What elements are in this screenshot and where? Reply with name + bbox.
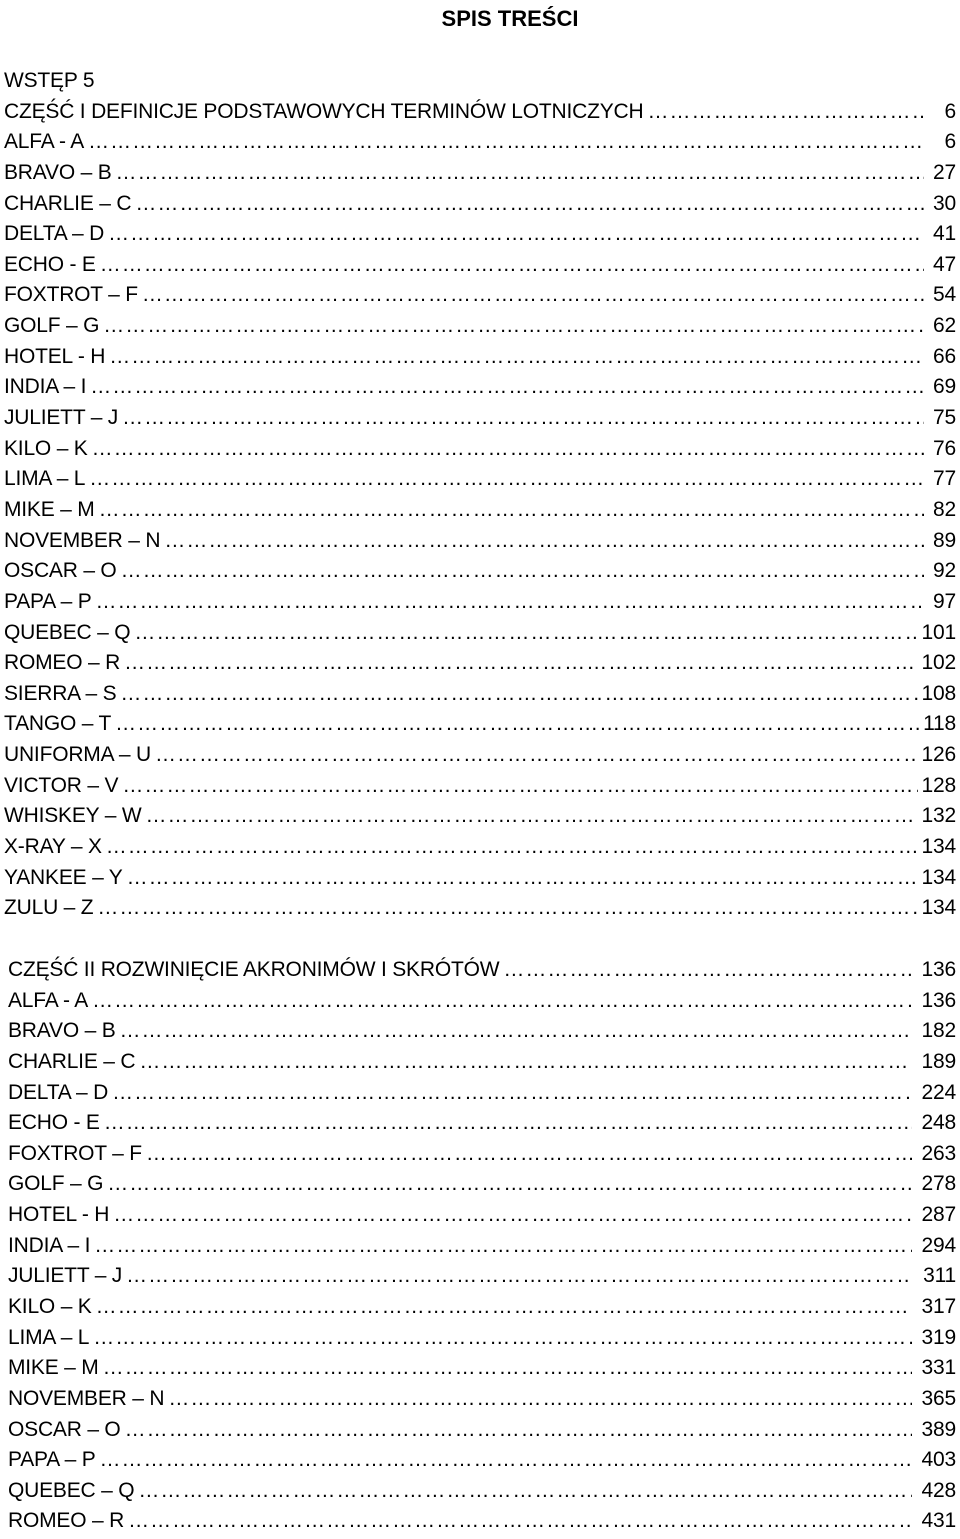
toc-entry[interactable] (4, 342, 958, 373)
leader-dots (92, 986, 912, 1016)
toc-label: JULIETT – J (8, 1264, 123, 1288)
toc-label: WSTĘP 5 (4, 69, 95, 92)
toc-entry[interactable] (4, 158, 958, 189)
toc-label: QUEBEC – Q (8, 1478, 135, 1502)
toc-entry[interactable] (4, 618, 958, 649)
toc-label: SIERRA – S (4, 681, 117, 705)
toc-entry[interactable] (4, 495, 958, 526)
toc-label: BRAVO – B (8, 1019, 116, 1043)
toc-entry[interactable] (4, 740, 958, 771)
toc-entry[interactable] (4, 1078, 958, 1109)
toc-label: TANGO – T (4, 712, 112, 736)
leader-dots (125, 1415, 912, 1445)
toc-entry[interactable] (4, 893, 958, 924)
toc-label: X-RAY – X (4, 835, 102, 859)
toc-page-number: 278 (921, 1172, 956, 1196)
toc-page-number: 62 (933, 314, 956, 338)
toc-label: CHARLIE – C (8, 1049, 136, 1073)
leader-dots (647, 97, 924, 127)
toc-label: ROMEO – R (8, 1509, 125, 1533)
toc-intro[interactable] (4, 66, 958, 97)
toc-page-number: 317 (921, 1294, 956, 1318)
toc-page-number: 331 (921, 1356, 956, 1380)
toc-page-number: 54 (933, 283, 956, 307)
toc-label: NOVEMBER – N (4, 528, 161, 552)
toc-page-number: 403 (921, 1448, 956, 1472)
toc-part1-list (4, 127, 958, 924)
leader-dots (124, 648, 917, 678)
toc-page-number: 69 (933, 375, 956, 399)
toc-page-number: 189 (921, 1049, 956, 1073)
toc-label: GOLF – G (4, 314, 100, 338)
toc-entry[interactable] (4, 801, 958, 832)
toc-label: PAPA – P (4, 589, 92, 613)
toc-entry[interactable] (4, 863, 958, 894)
leader-dots (89, 464, 924, 494)
toc-page-number: 128 (921, 773, 956, 797)
toc-page-number: 294 (921, 1233, 956, 1257)
toc-page-number: 41 (933, 222, 956, 246)
toc-page-number: 77 (933, 467, 956, 491)
leader-dots (99, 495, 924, 525)
leader-dots (109, 342, 924, 372)
toc-label: LIMA – L (4, 467, 86, 491)
toc-label: ECHO - E (8, 1111, 100, 1135)
toc-entry[interactable] (4, 311, 958, 342)
leader-dots (103, 1353, 912, 1383)
toc-label: CZĘŚĆ I DEFINICJE PODSTAWOWYCH TERMINÓW LOTNICZYCH (4, 99, 644, 123)
toc-page-number: 30 (933, 191, 956, 215)
toc-entry[interactable] (4, 1445, 958, 1476)
toc-page-number: 101 (921, 620, 956, 644)
toc-entry[interactable] (4, 556, 958, 587)
toc-label: FOXTROT – F (4, 283, 138, 307)
toc-page-number: 134 (921, 896, 956, 920)
toc-label: INDIA – I (8, 1233, 91, 1257)
toc-entry[interactable] (4, 1384, 958, 1415)
leader-dots (96, 587, 924, 617)
toc-page-number: 75 (933, 406, 956, 430)
toc-entry[interactable] (4, 771, 958, 802)
leader-dots (115, 709, 919, 739)
toc-page-number: 82 (933, 497, 956, 521)
toc-entry[interactable] (4, 1261, 958, 1292)
toc-entry[interactable] (4, 679, 958, 710)
toc-label: YANKEE – Y (4, 865, 123, 889)
toc-entry[interactable] (4, 219, 958, 250)
table-of-contents (4, 66, 958, 1537)
toc-label: LIMA – L (8, 1325, 90, 1349)
toc-entry[interactable] (4, 1200, 958, 1231)
leader-dots (122, 771, 917, 801)
leader-dots (107, 1169, 912, 1199)
toc-entry[interactable] (4, 986, 958, 1017)
leader-dots (139, 1047, 912, 1077)
toc-label: QUEBEC – Q (4, 620, 131, 644)
leader-dots (120, 1016, 912, 1046)
toc-page-number: 118 (923, 712, 956, 736)
leader-dots (104, 1108, 912, 1138)
toc-page-number: 428 (921, 1478, 956, 1502)
toc-entry[interactable] (4, 1476, 958, 1507)
toc-entry[interactable] (4, 280, 958, 311)
toc-page-number: 126 (921, 743, 956, 767)
toc-page-number: 365 (921, 1386, 956, 1410)
toc-label: CHARLIE – C (4, 191, 132, 215)
toc-entry[interactable] (4, 1139, 958, 1170)
toc-page-number: 66 (933, 344, 956, 368)
toc-label: JULIETT – J (4, 406, 119, 430)
toc-label: ZULU – Z (4, 896, 94, 920)
leader-dots (103, 311, 924, 341)
leader-dots (94, 1231, 912, 1261)
toc-entry[interactable] (4, 372, 958, 403)
toc-entry[interactable] (4, 434, 958, 465)
leader-dots (127, 863, 918, 893)
toc-page-number: 76 (933, 436, 956, 460)
toc-page-number: 6 (944, 130, 956, 154)
toc-part2-heading[interactable] (4, 955, 958, 986)
leader-dots (121, 556, 924, 586)
leader-dots (100, 1445, 912, 1475)
toc-part2-list (4, 986, 958, 1538)
toc-label: ALFA - A (8, 988, 89, 1012)
toc-entry[interactable] (4, 526, 958, 557)
toc-label: ALFA - A (4, 130, 85, 154)
leader-dots (164, 526, 924, 556)
toc-label: DELTA – D (8, 1080, 109, 1104)
leader-dots (126, 1261, 912, 1291)
toc-label: OSCAR – O (8, 1417, 121, 1441)
toc-label: VICTOR – V (4, 773, 119, 797)
toc-page-number: 248 (921, 1111, 956, 1135)
toc-page-number: 136 (921, 957, 956, 981)
leader-dots (88, 127, 924, 157)
leader-dots (168, 1384, 912, 1414)
toc-label: PAPA – P (8, 1448, 96, 1472)
toc-label: MIKE – M (8, 1356, 99, 1380)
toc-page-number: 97 (933, 589, 956, 613)
toc-label: INDIA – I (4, 375, 87, 399)
leader-dots (122, 403, 924, 433)
toc-page-number: 92 (933, 559, 956, 583)
toc-page-number: 311 (923, 1264, 956, 1288)
toc-page-number: 431 (921, 1509, 956, 1533)
toc-page-number: 263 (921, 1141, 956, 1165)
toc-entry[interactable] (4, 189, 958, 220)
toc-page-number: 132 (921, 804, 956, 828)
leader-dots (106, 832, 918, 862)
toc-page-number: 136 (921, 988, 956, 1012)
leader-dots (128, 1506, 912, 1536)
leader-dots (135, 189, 924, 219)
toc-entry[interactable] (4, 587, 958, 618)
leader-dots (503, 955, 912, 985)
toc-part1-heading[interactable] (4, 97, 958, 128)
toc-label: ECHO - E (4, 252, 96, 276)
toc-page-number: 182 (921, 1019, 956, 1043)
leader-dots (90, 372, 924, 402)
toc-entry[interactable] (4, 648, 958, 679)
toc-entry[interactable] (4, 1231, 958, 1262)
toc-label: CZĘŚĆ II ROZWINIĘCIE AKRONIMÓW I SKRÓTÓW (8, 957, 500, 981)
toc-entry[interactable] (4, 1108, 958, 1139)
leader-dots (145, 801, 917, 831)
page-title: SPIS TREŚCI (441, 6, 579, 31)
toc-page-number: 134 (921, 865, 956, 889)
toc-page-number: 6 (944, 99, 956, 123)
leader-dots (138, 1476, 912, 1506)
leader-dots (93, 1323, 912, 1353)
toc-entry[interactable] (4, 1292, 958, 1323)
toc-entry[interactable] (4, 1323, 958, 1354)
leader-dots (120, 679, 917, 709)
toc-page-number: 287 (921, 1203, 956, 1227)
toc-entry[interactable] (4, 250, 958, 281)
leader-dots (142, 280, 924, 310)
leader-dots (92, 434, 924, 464)
toc-label: KILO – K (4, 436, 88, 460)
toc-label: WHISKEY – W (4, 804, 142, 828)
toc-entry[interactable] (4, 1169, 958, 1200)
toc-label: MIKE – M (4, 497, 95, 521)
toc-page-number: 389 (921, 1417, 956, 1441)
toc-label: NOVEMBER – N (8, 1386, 165, 1410)
toc-entry[interactable] (4, 464, 958, 495)
leader-dots (112, 1078, 912, 1108)
toc-entry[interactable] (4, 832, 958, 863)
toc-page-number: 27 (933, 160, 956, 184)
toc-entry[interactable] (4, 1415, 958, 1446)
toc-label: KILO – K (8, 1294, 92, 1318)
toc-entry[interactable] (4, 1506, 958, 1537)
toc-entry[interactable] (4, 1353, 958, 1384)
toc-page-number: 102 (921, 651, 956, 675)
toc-page-number: 108 (921, 681, 956, 705)
toc-entry[interactable] (4, 1047, 958, 1078)
leader-dots (100, 250, 924, 280)
toc-page-number: 224 (921, 1080, 956, 1104)
toc-label: OSCAR – O (4, 559, 117, 583)
toc-label: DELTA – D (4, 222, 105, 246)
toc-label: BRAVO – B (4, 160, 112, 184)
toc-page-number: 47 (933, 252, 956, 276)
toc-entry[interactable] (4, 127, 958, 158)
toc-label: ROMEO – R (4, 651, 121, 675)
toc-label: UNIFORMA – U (4, 743, 151, 767)
toc-page-number: 134 (921, 835, 956, 859)
toc-entry[interactable] (4, 403, 958, 434)
toc-entry[interactable] (4, 709, 958, 740)
toc-label: HOTEL - H (8, 1203, 110, 1227)
toc-label: GOLF – G (8, 1172, 104, 1196)
leader-dots (155, 740, 918, 770)
toc-page-number: 89 (933, 528, 956, 552)
leader-dots (146, 1139, 912, 1169)
toc-page-number: 319 (921, 1325, 956, 1349)
leader-dots (108, 219, 924, 249)
toc-entry[interactable] (4, 1016, 958, 1047)
toc-label: HOTEL - H (4, 344, 106, 368)
section-gap (4, 924, 958, 955)
leader-dots (96, 1292, 912, 1322)
toc-label: FOXTROT – F (8, 1141, 142, 1165)
leader-dots (134, 618, 917, 648)
leader-dots (113, 1200, 912, 1230)
leader-dots (116, 158, 924, 188)
leader-dots (97, 893, 917, 923)
